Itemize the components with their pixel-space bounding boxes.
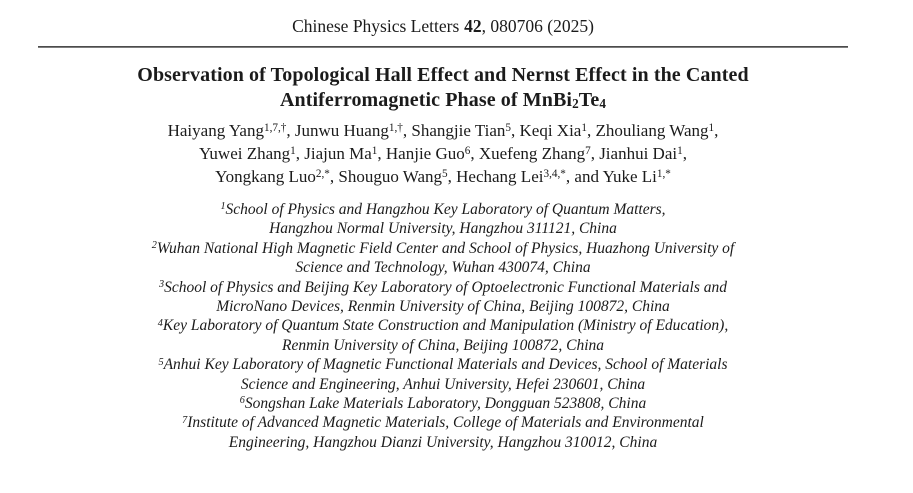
affiliation-line: $^6$Songshan Lake Materials Laboratory, Dongguan 523808, China: [239, 395, 647, 413]
author-line: Yongkang Luo$^{2,*}$, Shouguo Wang$^5$, Hechang Lei$^{3,4,*}$, and Yuke $Li^{1,*}$: [215, 167, 671, 186]
superscript-marker: 7: [585, 144, 591, 157]
chemical-subscript: 2: [572, 95, 579, 111]
affiliation-line: $^4$Key Laboratory of Quantum State Construction and Manipulation (Ministry of Education),: [157, 317, 729, 335]
superscript-marker: 6: [464, 144, 471, 157]
affiliation-list: [38, 200, 848, 452]
superscript-marker: 2,*: [315, 167, 330, 180]
superscript-marker: 5: [442, 167, 448, 180]
author-line: Haiyang Yang$^{1,7,\dagger}$, Junwu Huang$^{1,\dagger}$, Shangjie Tian$^5$, Keqi Xia$^1$, Zhouliang Wang$^1$,: [167, 121, 719, 140]
journal-name: Chinese Physics Letters: [292, 16, 460, 36]
superscript-marker: 5: [505, 121, 511, 134]
superscript-marker: 3,4,*: [543, 167, 566, 180]
superscript-marker: 1,†: [388, 121, 403, 134]
journal-issue: , 080706 (2025): [481, 16, 594, 36]
affiliation-number: 4: [157, 317, 163, 329]
author-line: Yuwei Zhang$^1$, Jiajun Ma$^1$, Hanjie Guo$^6$, Xuefeng Zhang$^7$, Jianhui Dai$^1$,: [199, 144, 687, 163]
affiliation-line: $^3$School of Physics and Beijing Key Laboratory of Optoelectronic Functional Materials and: [158, 278, 728, 296]
superscript-marker: 1: [708, 121, 715, 134]
superscript-marker: 1: [581, 121, 587, 134]
affiliation-line: Engineering, Hangzhou Dianzi University, Hangzhou 310012, China: [228, 433, 658, 451]
affiliation-line: $^2$Wuhan National High Magnetic Field Center and School of Physics, Huazhong University of: [151, 239, 735, 257]
affiliation-line: Science and Technology, Wuhan 430074, China: [295, 259, 591, 277]
title-line: Observation of Topological Hall Effect and Nernst Effect in the Canted: [137, 64, 749, 86]
author-list: [38, 119, 848, 188]
affiliation-number: 6: [239, 395, 245, 407]
title-line: Antiferromagnetic Phase of $MnBi_2Te_4$: [279, 88, 607, 111]
affiliation-number: 1: [220, 201, 226, 213]
affiliation-line: $^1$School of Physics and Hangzhou Key Laboratory of Quantum Matters,: [220, 201, 666, 218]
affiliation-line: $^5$Anhui Key Laboratory of Magnetic Functional Materials and Devices, School of Materials: [158, 356, 728, 374]
affiliation-number: 7: [182, 414, 188, 426]
superscript-marker: 1,*: [656, 167, 671, 180]
affiliation-line: Renmin University of China, Beijing 100872, China: [281, 336, 605, 354]
superscript-marker: 1: [677, 144, 683, 157]
superscript-marker: 1,7,†: [263, 121, 287, 134]
affiliation-line: Science and Engineering, Anhui University, Hefei 230601, China: [240, 375, 646, 393]
superscript-marker: 1: [290, 144, 296, 157]
affiliation-number: 5: [158, 356, 164, 368]
affiliation-line: $^7$Institute of Advanced Magnetic Materials, College of Materials and Environmental: [182, 414, 704, 432]
superscript-marker: 1: [371, 144, 378, 157]
affiliation-number: 2: [151, 240, 157, 252]
paper-front-matter: [38, 0, 848, 452]
affiliation-line: MicroNano Devices, Renmin University of China, Beijing 100872, China: [216, 298, 670, 316]
affiliation-line: Hangzhou Normal University, Hangzhou 311121, China: [269, 220, 617, 238]
paper-title: [46, 63, 840, 112]
header-rule: [38, 46, 848, 48]
journal-citation: [38, 0, 848, 39]
chemical-subscript: 4: [599, 95, 607, 111]
affiliation-number: 3: [158, 279, 165, 291]
journal-volume: 42: [464, 16, 482, 36]
